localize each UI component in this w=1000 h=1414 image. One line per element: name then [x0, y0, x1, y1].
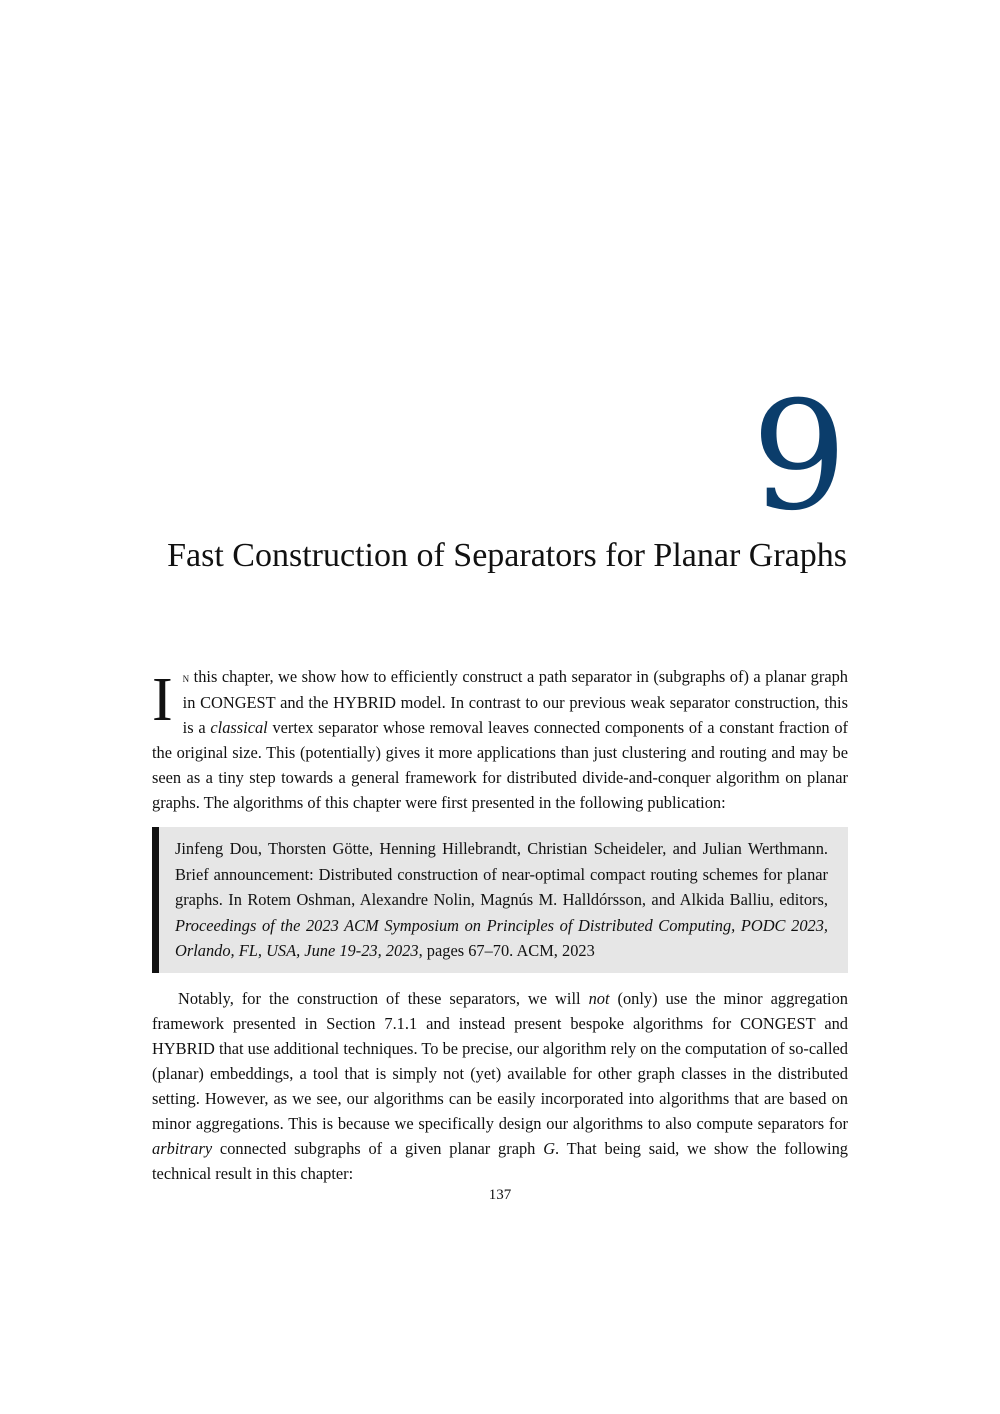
para2-text-1: Notably, for the construction of these separators, we will: [178, 989, 589, 1008]
intro-text-1: this chapter, we show how to efficiently construct a path separator in (subgraphs of) a planar graph in CONGEST and the HYBRID model. In contrast to our previous weak separator construction, this is a: [182, 667, 848, 737]
chapter-number: 9: [751, 370, 847, 544]
citation-pages: , pages 67–70. ACM, 2023: [418, 941, 595, 960]
body-paragraph: [152, 986, 848, 1186]
citation-venue: Proceedings of the 2023 ACM Symposium on Principles of Distributed Computing, PODC 2023, Orlando, FL, USA, June 19-23, 2023: [175, 915, 828, 960]
intro-emphasis-classical: classical: [210, 718, 268, 737]
para2-emphasis-not: not: [588, 989, 610, 1008]
citation-authors-title: Jinfeng Dou, Thorsten Götte, Henning Hillebrandt, Christian Scheideler, and Julian Werthmann. Brief announcement: Distributed construction of near-optimal compact routing schemes for planar graphs. In Rotem Oshman, Alexandre Nolin, Magnús M. Halldórsson, and Alkida Balliu, editors,: [175, 839, 828, 909]
dropcap: I: [152, 666, 173, 734]
citation-box: [152, 827, 848, 973]
page-number: 137: [488, 1187, 512, 1203]
para2-text-2: (only) use the minor aggregation framework presented in Section 7.1.1 and instead present bespoke algorithms for CONGEST and HYBRID that use additional techniques. To be precise, our algorithm rely on the computation of so-called (planar) embeddings, a tool that is simply not (yet) available for other graph classes in the distributed setting. However, as we see, our algorithms can be easily incorporated into algorithms that are based on minor aggregations. This is because we specifically design our algorithms to also compute separators for: [152, 989, 849, 1133]
para2-text-4: . That being said, we show the following technical result in this chapter:: [152, 1139, 848, 1183]
para2-math-g: G: [543, 1139, 556, 1158]
para2-emphasis-arbitrary: arbitrary: [152, 1139, 213, 1158]
citation-text: [175, 836, 828, 964]
intro-lead-smallcaps: n: [182, 670, 190, 685]
intro-paragraph: [152, 664, 848, 815]
intro-text-2: vertex separator whose removal leaves connected components of a constant fraction of the original size. This (potentially) gives it more applications than just clustering and routing and may be seen as a tiny step towards a general framework for distributed divide-and-conquer algorithm on planar graphs. The algorithms of this chapter were first presented in the following publication:: [152, 718, 848, 812]
para2-text-3: connected subgraphs of a given planar graph: [212, 1139, 544, 1158]
chapter-title: Fast Construction of Separators for Planar Graphs: [167, 537, 847, 574]
